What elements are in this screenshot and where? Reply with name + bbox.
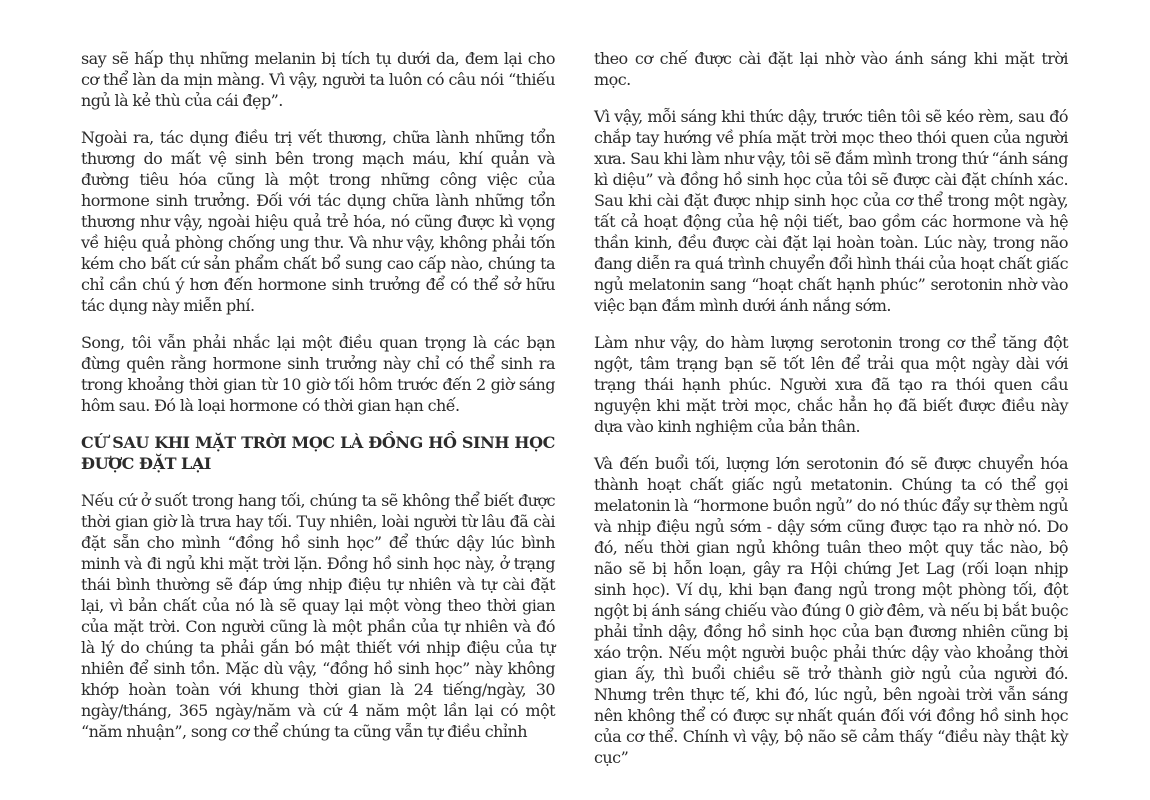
paragraph: Song, tôi vẫn phải nhắc lại một điều quan trọng là các bạn đừng quên rằng hormone sinh trưởng này chỉ có thể sinh ra trong khoảng thời gian từ 10 giờ tối hôm trước đến 2 giờ sáng hôm sau. Đó là loại hormone có thời gian hạn chế. [81,333,555,415]
left-column [81,48,555,758]
paragraph: Làm như vậy, do hàm lượng serotonin trong cơ thể tăng đột ngột, tâm trạng bạn sẽ tốt lên để trải qua một ngày dài với trạng thái hạnh phúc. Người xưa đã tạo ra thói quen cầu nguyện khi mặt trời mọc, chắc hẳn họ đã biết được điều này dựa vào kinh nghiệm của bản thân. [594,333,1068,436]
section-heading: CỨ SAU KHI MẶT TRỜI MỌC LÀ ĐỒNG HỒ SINH HỌC ĐƯỢC ĐẶT LẠI [81,433,555,473]
paragraph: Và đến buổi tối, lượng lớn serotonin đó sẽ được chuyển hóa thành hoạt chất giấc ngủ metatonin. Chúng ta có thể gọi melatonin là “hormone buồn ngủ” do nó thúc đẩy sự thèm ngủ và nhịp điệu ngủ sớm - dậy sớm cũng được tạo ra nhờ nó. Do đó, nếu thời gian ngủ không tuân theo một quy tắc nào, bộ não sẽ bị hỗn loạn, gây ra Hội chứng Jet Lag (rối loạn nhịp sinh học). Ví dụ, khi bạn đang ngủ trong một phòng tối, đột ngột bị ánh sáng chiếu vào đúng 0 giờ đêm, và nếu bị bắt buộc phải tỉnh dậy, đồng hồ sinh học của bạn đương nhiên cũng bị xáo trộn. Nếu một người buộc phải thức dậy vào khoảng thời gian ấy, thì buổi chiều sẽ trở thành giờ ngủ của người đó. Nhưng trên thực tế, khi đó, lúc ngủ, bên ngoài trời vẫn sáng nên không thể có được sự nhất quán đối với đồng hồ sinh học của cơ thể. Chính vì vậy, bộ não sẽ cảm thấy “điều này thật kỳ cục” [594,454,1068,767]
paragraph: Nếu cứ ở suốt trong hang tối, chúng ta sẽ không thể biết được thời gian giờ là trưa hay tối. Tuy nhiên, loài người từ lâu đã cài đặt sẵn cho mình “đồng hồ sinh học” để thức dậy lúc bình minh và đi ngủ khi mặt trời lặn. Đồng hồ sinh học này, ở trạng thái bình thường sẽ đáp ứng nhịp điệu tự nhiên và tự cài đặt lại, vì bản chất của nó là sẽ quay lại một vòng theo thời gian của mặt trời. Con người cũng là một phần của tự nhiên và đó là lý do chúng ta phải gắn bó mật thiết với nhịp điệu của tự nhiên để sinh tồn. Mặc dù vậy, “đồng hồ sinh học” này không khớp hoàn toàn với khung thời gian là 24 tiếng/ngày, 30 ngày/tháng, 365 ngày/năm và cứ 4 năm một lần lại có một “năm nhuận”, song cơ thể chúng ta cũng vẫn tự điều chỉnh [81,491,555,741]
paragraph: theo cơ chế được cài đặt lại nhờ vào ánh sáng khi mặt trời mọc. [594,49,1068,89]
paragraph: say sẽ hấp thụ những melanin bị tích tụ dưới da, đem lại cho cơ thể làn da mịn màng. Vì vậy, người ta luôn có câu nói “thiếu ngủ là kẻ thù của cái đẹp”. [81,49,555,110]
paragraph: Ngoài ra, tác dụng điều trị vết thương, chữa lành những tổn thương do mất vệ sinh bên trong mạch máu, khí quản và đường tiêu hóa cũng là một trong những công việc của hormone sinh trưởng. Đối với tác dụng chữa lành những tổn thương như vậy, ngoài hiệu quả trẻ hóa, nó cũng được kì vọng về hiệu quả phòng chống ung thư. Và như vậy, không phải tốn kém cho bất cứ sản phẩm chất bổ sung cao cấp nào, chúng ta chỉ cần chú ý hơn đến hormone sinh trưởng để có thể sở hữu tác dụng này miễn phí. [81,128,555,315]
right-column [594,48,1068,784]
paragraph: Vì vậy, mỗi sáng khi thức dậy, trước tiên tôi sẽ kéo rèm, sau đó chắp tay hướng về phía mặt trời mọc theo thói quen của người xưa. Sau khi làm như vậy, tôi sẽ đắm mình trong thứ “ánh sáng kì diệu” và đồng hồ sinh học của tôi sẽ được cài đặt chính xác. Sau khi cài đặt được nhịp sinh học của cơ thể trong một ngày, tất cả hoạt động của hệ nội tiết, bao gồm các hormone và hệ thần kinh, đều được cài đặt lại hoàn toàn. Lúc này, trong não đang diễn ra quá trình chuyển đổi hình thái của hoạt chất giấc ngủ melatonin sang “hoạt chất hạnh phúc” serotonin nhờ vào việc bạn đắm mình dưới ánh nắng sớm. [594,107,1068,315]
